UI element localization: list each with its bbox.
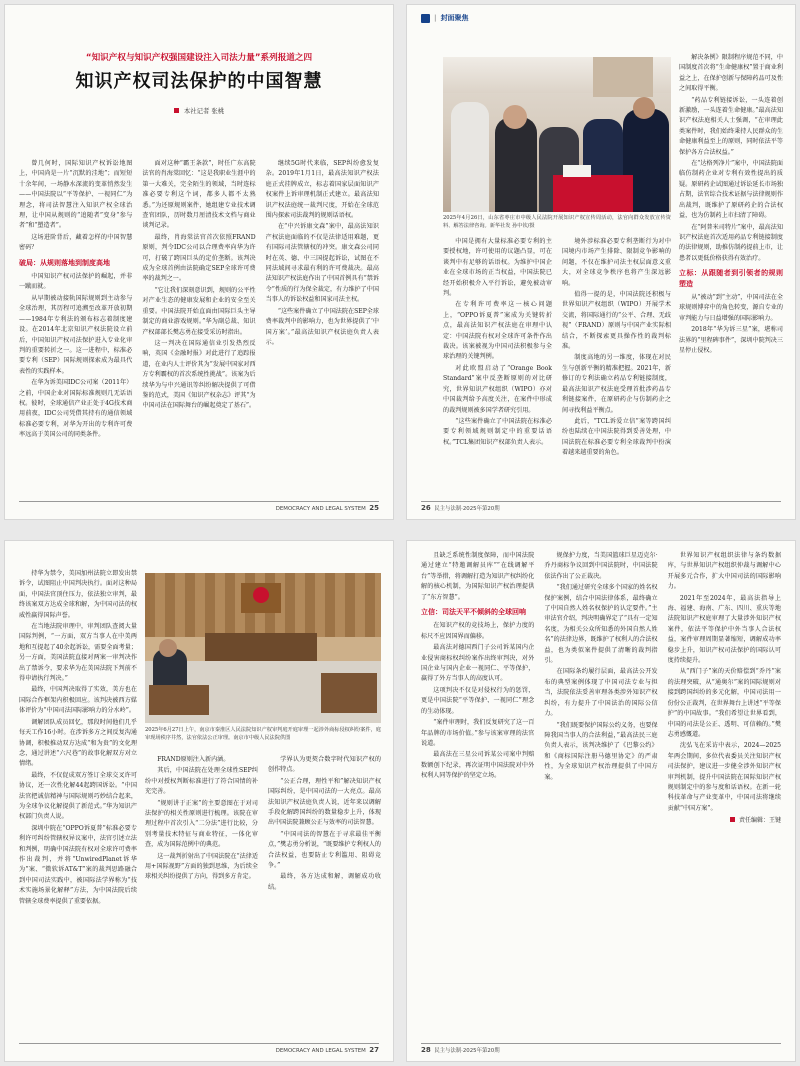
paragraph: 境外涉标准必要专利垄断行为对中国境内市场产生排除、限制竞争影响的问题，不仅在维护司法主权层面意义重大，对全球竞争秩序也将产生深远影响。 xyxy=(562,238,671,287)
page-25 xyxy=(4,4,394,520)
paragraph: 规保护力度，当美国篮球巨星迈克尔·乔丹商标争议回到中国法院时，中国法院依法作出了公正裁决。 xyxy=(544,552,658,580)
paragraph: 最终，各方达成和解，调解成功收结。 xyxy=(268,873,381,891)
paragraph: 此后，“TCL诉爱立信”案等跨国纠纷也陆续在中国法院得到妥善处理，中国法院在标准必要专利全球裁判中扮演着越来越重要的角色。 xyxy=(562,417,671,457)
paragraph: 中国是拥有大量标准必要专利的主要授权地，许可使用的议题凸显，可在谈判中有足够的话语权。为维护中国企业在全球市场的正当权益，中国法院已经开始积极介入平行诉讼，避免被动审判。 xyxy=(443,238,552,298)
paragraph: 在“达格列净片”案中，中国法院面临仿制药企业对专利有效性提出的质疑。原研药企试图通过诉讼延长市场独占期，法官综合技术证据与法律规则作出裁判，既维护了原研药企的合法权益，也为仿制药上市扫清了障碍。 xyxy=(679,160,783,220)
paragraph: 最终，不仅促成双方签订全球交叉许可协议，还一次性化解44起跨国诉讼。“中国法官把诚信精神与国际规则巧妙结合起来，为全球争议化解提供了新范式。”华为知识产权部门负责人说。 xyxy=(19,771,137,821)
paragraph: 面对这种“霸王条款”，时任广东高院法官的肖海棠回忆：“这是我职业生涯中的第一大难关，完全陌生的领域，当时连标准必要专利这个词，都多人都不太熟悉。”为还原规则案件，她组建专业技术调查官团队，历时数月厘清技术文档与商业谈判记录。 xyxy=(142,160,256,230)
paragraph: “这些案件确立了中国法院在SEP全球费率裁判中的影响力，也为世界提供了‘中国方案’。”最高法知识产权法庭负责人表示。 xyxy=(265,307,379,346)
p4-column-2 xyxy=(544,551,657,1037)
paragraph: “公正合理，理性平和”解决知识产权国际纠纷，是中国司法的一大亮点。最高法知识产权法庭负责人说，近年来以调解手段化解跨国纠纷的数量稳步上升，体现出中国法院兼顾公正与效率的司法智慧。 xyxy=(268,777,381,827)
p1-column-3 xyxy=(266,159,379,499)
paragraph: 值得一提的是，中国法院还积极与世界知识产权组织（WIPO）开展学术交流，将国际通行的“公平、合理、无歧视”（FRAND）原则与中国产业实际相结合，不断探索更具操作性的裁判标准。 xyxy=(562,291,671,351)
p2-column-3 xyxy=(679,53,783,501)
paragraph: “我们既要保护国际公约义务，也要保障我国当事人的合法利益，”最高法民三庭负责人表示，该判决维护了《巴黎公约》和《商标国际注册马德里协定》的严肃性，为全球知识产权治理提供了中国方案。 xyxy=(544,721,658,781)
section-header: | 封面聚焦 xyxy=(421,13,469,23)
paragraph: 其后，中国法院在处理全球性SEP纠纷中对授权判断标准进行了符合国情的补充完善。 xyxy=(145,767,258,796)
editor-credit xyxy=(668,816,781,826)
subheading-trust: 立信：司法天平不倾斜的全球回响 xyxy=(421,608,526,617)
page-footer: 28 民主与法制·2025年第20期 xyxy=(421,1043,781,1054)
footer-label: 民主与法制 xyxy=(434,1048,462,1054)
paragraph: 在华为诉美国IDC公司案（2011年）之前，中国企业对国际标准规则几无话语权。彼时，全球通信产业正处于4G技术商用前夜，IDC公司凭借其持有的通信领域标准必要专利，对华为开出的专利许可费率远高于美国公司的同类条件。 xyxy=(19,379,133,439)
p3-column-2 xyxy=(145,755,258,1039)
paragraph: 制度高地的另一维度，体现在对民生与创新平衡的精准把握。2021年，新修订的专利法确立药品专利链接制度，最高法知识产权法庭受理首批涉药品专利链接案件，在原研药企与仿制药企之间寻找利益平衡点。 xyxy=(562,354,671,414)
paragraph: 学界认为更契合数字时代知识产权的创作特点。 xyxy=(268,756,381,774)
paragraph: 调解团队成员回忆，那段时间他们几乎每天工作16小时。在涉诉多方之间反复沟通协调，积极推动双方达成“和为贵”的文化理念，通过讲述“六尺巷”的故事化解双方对立情绪。 xyxy=(19,718,137,768)
photo-caption: 2025年6月27日上午，南京市秦淮区人民法院知识产权审判庭开庭审理一起涉外商标侵权纠纷案件，庭审现场秩序井然，法官依法公正审理。南京市中级人民法院供图 xyxy=(145,727,381,741)
paragraph: 从“西门子”案的天价赔偿到“乔丹”案的法理突破，从“通奥尔”案的国际规则对接到跨国纠纷的多元化解，中国司法用一份份公正裁判，在世界舞台上讲述“平等保护”的中国故事。“我们希望让世界看到，中国的司法是公正、透明、可信赖的。”樊志勇感慨道。 xyxy=(667,668,781,738)
header-tag: 封面聚焦 xyxy=(440,14,469,22)
footer-label: DEMOCRACY AND LEGAL SYSTEM xyxy=(275,506,366,512)
byline xyxy=(19,106,379,115)
paragraph: 在“中兴诉康文森”案中，最高法知识产权法庭面临的不仅是法律适用难题，更有国际司法管辖权的冲突。康文森公司同时在英、德、中三国提起诉讼，试图在不同法域间寻求最有利的许可费裁决。最高法知识产权法庭作出了中国首例具有“禁诉令”性质的行为保全裁定，有力维护了中国当事人的诉讼权益和国家司法主权。 xyxy=(265,223,379,304)
page-27 xyxy=(4,540,394,1062)
paragraph: 在知识产权的竞技场上，保护力度的标尺不应因国界而偏移。 xyxy=(421,622,535,640)
paragraph: “这些案件确立了中国法院在标准必要专利领域规则制定中的重要话语权。”TCL集团知识产权部负责人表示。 xyxy=(443,417,552,446)
pen-icon xyxy=(174,108,179,113)
page-footer xyxy=(19,501,379,512)
paragraph: “中国司法的智慧在于寻求最佳平衡点，”樊志勇分析说，“既要维护专利权人的合法权益，也要防止专利滥用、阻碍竞争。” xyxy=(268,830,381,870)
page-number: 25 xyxy=(369,504,379,512)
p3-column-3 xyxy=(268,755,381,1039)
paragraph: “它让我们深刻意识到，规则的公平性对产业生态的健康发展和企业的安全至关重要。中国法院开始直面由国际巨头主导制定的商业游戏规则。”华为副总裁、知识产权部部长樊志勇在接受采访时指出。 xyxy=(142,286,256,336)
p2-column-2 xyxy=(562,237,671,501)
footer-issue: 2025年第20期 xyxy=(462,506,500,512)
paragraph: 2021年至2024年，最高法指导上海、福建、海南、广东、四川、重庆等地法院知识产权庭审理了大量涉外知识产权案件，依法平等保护中外当事人合法权益，案件审理周期显著缩短，调解成功率稳步上升，知识产权司法保护的国际认可度持续提升。 xyxy=(667,594,781,665)
main-title: 知识产权司法保护的中国智慧 xyxy=(75,71,323,92)
p4-column-3 xyxy=(668,551,781,1037)
paragraph: FRAND原则注入新内涵。 xyxy=(157,756,230,763)
paragraph: 这项判决不仅是对侵权行为的惩罚，更是中国法院“平等保护、一视同仁”理念的生动体现。 xyxy=(421,686,535,715)
paragraph: 2018年“华为诉三星”案，堪称司法界的“里程碑事件”，深圳中院判决三星停止侵权。 xyxy=(679,326,783,354)
p1-column-2 xyxy=(142,159,255,499)
paragraph: 最终，肖海棠法官首次依照FRAND原则，判令IDC公司以合理费率向华为许可，打破了跨国巨头的定价垄断。该判决成为全球首例由法院确定SEP全球许可费率的裁判之一。 xyxy=(142,233,256,283)
paragraph: 解决条例》限制程序规范不同，中国制度首次将“生命健康权”置于商业利益之上，在保护创新与保障药品可及性之间取得平衡。 xyxy=(679,54,783,93)
paragraph: 且缺乏系统性制度保障，而中国法院通过建立“特邀调解员库”“在线调解平台”等举措，将调解打造为知识产权纠纷化解的核心机制，为国际知识产权治理提供了“东方智慧”。 xyxy=(421,552,535,601)
paragraph: 对此欧盟启动了“Orange Book Standard”案中反垄断原则的对比研究，世界知识产权组织（WIPO）亦对中国裁判给予高度关注，在案件中形成的裁判规则被多国学者研究引用。 xyxy=(443,364,552,414)
paragraph: 从早期被动接轨国际规则到主动参与全球治理，其历程可追溯至改革开放初期——1984年专利法的颁布标志着制度建设。在2014年北京知识产权法院设立前后，中国知识产权司法保护进入专业化审判的重要转折之一。这一进程中，标准必要专利（SEP）国际规则探索成为最具代表性的实践样本。 xyxy=(19,294,133,375)
paragraph: “案件审理时，我们反复研究了这一百年品牌的市场价值。”参与该案审理的法官说道。 xyxy=(421,719,535,747)
paragraph: 最高法在三星公司诉某公司案中判赔数额创下纪录，再次证明中国法院对中外权利人同等保护的坚定立场。 xyxy=(421,751,535,780)
paragraph: 持华为禁令，美国加州法院立即发出禁诉令，试图阻止中国判决执行。面对这种局面，中国法官顶住压力，依法独立审判，最终该案双方达成全球和解，为中国司法的权威性赢得国际声誉。 xyxy=(19,570,137,619)
page-number: 28 xyxy=(421,1046,431,1054)
page-28 xyxy=(406,540,796,1062)
paragraph: 世界知识产权组织法律与条约数据库，与世界知识产权组织仲裁与调解中心开展多元合作，扩大中国司法的国际影响力。 xyxy=(667,552,781,591)
paragraph: 沈弘飞在采访中表示，2024—2025年两会期间，多位代表委员关注知识产权司法保护，建议进一步健全涉外知识产权审判机制，提升中国法院在国际知识产权规则制定中的参与度和话语权。在新一轮科技革命与产业变革中，中国司法将继续贡献“中国方案”。 xyxy=(667,742,781,812)
paragraph: 在“阿普米司特片”案中，最高法知识产权法庭首次适用药品专利链接制度的法律规则，助推仿制药提前上市，让患者以更低价格获得有效治疗。 xyxy=(679,223,783,262)
paragraph: 最终，中国判决取得了实效，美方也在国际合作框架内积极回应。该判决被西方媒体评价为“中国司法国际影响力的分水岭”。 xyxy=(19,686,137,715)
footer-label: 民主与法制 xyxy=(434,506,462,512)
footer-label: DEMOCRACY AND LEGAL SYSTEM xyxy=(275,1048,366,1054)
page-26 xyxy=(406,4,796,520)
paragraph: 继续5G时代来临，SEP纠纷愈发复杂。2019年1月1日，最高法知识产权法庭正式挂牌成立，标志着国家层面知识产权案件上诉审理机制正式建立。最高法知识产权法庭统一裁判尺度，开始在全球范围内探索司法裁判的规则话语权。 xyxy=(265,160,379,220)
news-photo-event xyxy=(443,57,671,212)
paragraph: “规则讲于正案”的主要意图在于对司法保护的相关性原则进行梳理。该院在审理过程中首次引入“二分法”进行比较，分别考量技术特征与商业特征，一体化审查，成为国际范例中的典范。 xyxy=(145,799,258,849)
square-marker-icon xyxy=(730,817,735,822)
p3-column-1 xyxy=(19,569,137,1039)
paragraph: 这一裁判折射出了中国法院在“法律适用+国际视野”方面的独到思维，为后续全球相关纠纷提供了方向，得到多方肯定。 xyxy=(145,852,258,881)
editor-text: 责任编辑：王键 xyxy=(738,817,781,825)
footer-issue: 2025年第20期 xyxy=(462,1048,500,1054)
paragraph: 这场进阶背后，藏着怎样的中国智慧密码？ xyxy=(19,233,133,252)
paragraph: 在当地法院审理中，审判团队查阅大量国际判例，“一方面，双方当事人在中美两地和互提起了40余起诉讼，需要全面考量；另一方面，美国法院直接对两案一审判决作出了禁诉令，要求华为在美国法院下判前不得申请执行判决。” xyxy=(19,623,137,683)
p4-column-1 xyxy=(421,551,534,1037)
magazine-logo-icon xyxy=(421,14,430,23)
page-footer xyxy=(19,1043,379,1054)
p2-column-1 xyxy=(443,237,552,501)
paragraph: 深圳中院在“OPPO诉夏普”标准必要专利许可纠纷管辖权异议案中，法官引述立法和判例，明确中国法院有权对全球许可费率作出裁判，并将“UnwiredPlanet诉华为”案、“微软诉AT&T”案的裁判思路融合到中国司法实践中，被国际法学界称为“技术实施场景化解释”方法，为中国法院后续管辖全球费率提供了重要依据。 xyxy=(19,824,137,905)
paragraph: 在国际条约履行层面，最高法公开发布的典型案例体现了中国司法专业与担当，法院依法妥善审理各类涉外知识产权纠纷，有力提升了中国法治的国际公信力。 xyxy=(544,668,658,718)
p1-column-1 xyxy=(19,159,132,499)
byline-text: 本社记者 张桃 xyxy=(183,107,225,115)
page-number: 27 xyxy=(369,1046,379,1054)
photo-caption: 2025年4月26日，山东省枣庄市中级人民法院开展知识产权宣传周活动，法官向群众发放宣传资料、解答法律咨询。新华社发 孙中钦/摄 xyxy=(443,215,671,229)
paragraph: “药品专利链接诉讼，一头连着创新激励，一头连着生命健康。”最高法知识产权法庭相关人士强调，“在审理此类案件时，我们始终秉持人民群众的生命健康利益至上的原则，同时依法平等保护各方合法权益。” xyxy=(679,96,783,156)
news-photo-courtroom xyxy=(145,573,381,723)
paragraph: 这一判决在国际通信业引发热烈反响，英国《金融时报》对此进行了追踪报道，在业内人士评价其为“发展中国家对西方专利霸权的首次系统性挑战”。该案为后续华为与中兴通讯等纠纷解决提供了可借鉴的范式，美国《知识产权杂志》评其“为中国司法在国际舞台的崛起奠定了基石”。 xyxy=(142,339,256,410)
subheading-leader: 立标：从跟随者到引领者的规则塑造 xyxy=(679,269,783,288)
paragraph: “我们通过研究全球多个国家的姓名权保护案例，结合中国法律体系，最终确立了中国自然人姓名权保护的认定要件。”主审法官介绍，判决明确界定了“具有一定知名度，为相关公众所知悉的外国自然人姓名”的法律边界，既维护了权利人的合法权益，也为类似案件提供了清晰的裁判指引。 xyxy=(544,584,658,665)
subheading-break: 破局：从规则落地到制度高地 xyxy=(19,258,110,267)
series-title: “知识产权与知识产权强国建设注入司法力量”系列报道之四 xyxy=(85,53,313,63)
page-footer: 26 民主与法制·2025年第20期 xyxy=(421,501,781,512)
paragraph: 最高法对德国西门子公司诉某国内企业侵害商标权纠纷案作出终审判决，对外国企业与国内企业一视同仁、平等保护，赢得了外方当事人的高度认可。 xyxy=(421,644,535,683)
paragraph: 在专利许可费率这一核心问题上，“OPPO诉夏普”案成为关键转折点，最高法知识产权法庭在审理中认定：中国法院有权对全球许可条件作出裁决。该案被视为中国司法积极参与全球治理的关键判例。 xyxy=(443,301,552,361)
paragraph: 中国知识产权司法保护的崛起，并非一蹴而就。 xyxy=(19,273,133,291)
page-number: 26 xyxy=(421,504,431,512)
paragraph: 从“被动”到“主动”，中国司法在全球规则博弈中的角色转变，源自专业的审判能力与日益增强的国际影响力。 xyxy=(679,293,783,322)
paragraph: 曾几何时，国际知识产权诉讼地图上，中国尚是一片“沉默的洼地”；而短短十余年间，一场静水深流的变革悄然发生——中国法院以“平等保护、一视同仁”为理念，将司法智慧注入知识产权全球治理，让中国从规则的“追随者”变身“参与者”和“塑造者”。 xyxy=(19,160,133,230)
